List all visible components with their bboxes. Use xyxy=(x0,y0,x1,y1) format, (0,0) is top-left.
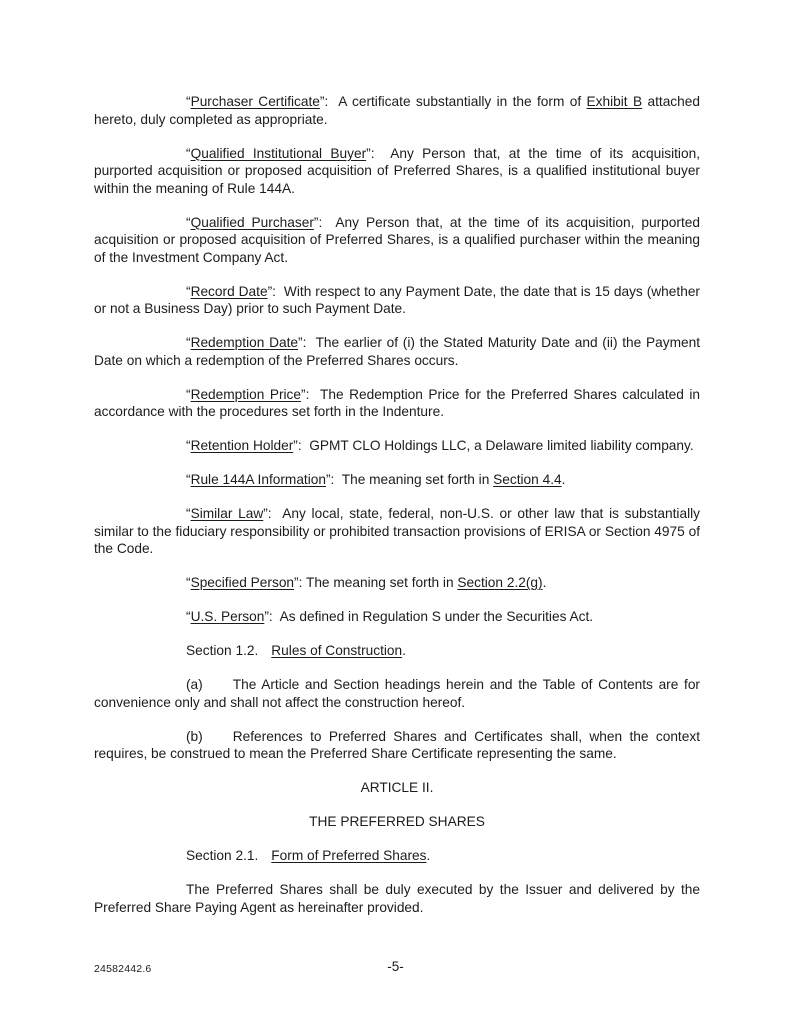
text-run: ”: Any local, state, federal, non-U.S. or other law that is substantially similar to the fiduciary responsibility or prohibited transaction provisions of ERISA or Section 4975 of the Code. xyxy=(94,506,700,556)
article-ii-heading xyxy=(94,779,700,797)
definition-similar-law xyxy=(94,505,700,558)
underlined-term: Qualified Purchaser xyxy=(190,214,314,230)
section-1-2-heading xyxy=(94,642,700,660)
text-run: ”: The Redemption Price for the Preferred Shares calculated in accordance with the procedures set forth in the Indenture. xyxy=(94,386,700,419)
underlined-term: Redemption Date xyxy=(190,335,299,350)
document-body xyxy=(94,93,700,933)
text-run: ”: A certificate substantially in the form of xyxy=(319,94,587,109)
definition-rule-144a-information xyxy=(94,471,700,489)
underlined-term: Section 4.4 xyxy=(493,472,562,487)
text-run: . xyxy=(561,472,566,487)
tab-space xyxy=(258,859,271,860)
text-run: The Article and Section headings herein and the Table of Contents are for convenience only and shall not affect the construction hereof. xyxy=(94,677,700,710)
text-run: ”: The earlier of (i) the Stated Maturity Date and (ii) the Payment Date on which a redemption of the Preferred Shares occurs. xyxy=(94,335,700,368)
definition-qualified-institutional-buyer xyxy=(94,145,700,198)
text-run: References to Preferred Shares and Certificates shall, when the context requires, be construed to mean the Preferred Share Certificate representing the same. xyxy=(94,728,700,761)
definition-us-person xyxy=(94,608,700,626)
underlined-term: Record Date xyxy=(190,283,268,299)
text-run: “ xyxy=(186,386,191,402)
underlined-term: Specified Person xyxy=(190,575,295,590)
text-run: “ xyxy=(186,214,191,230)
tab-space xyxy=(203,740,233,741)
underlined-term: Redemption Price xyxy=(190,386,302,402)
text-run: “ xyxy=(186,609,191,624)
text-run: (b) xyxy=(186,728,203,744)
text-run: “ xyxy=(186,335,191,350)
underlined-term: Retention Holder xyxy=(190,438,294,453)
text-run: “ xyxy=(186,145,191,161)
text-run: Section 2.1. xyxy=(186,848,259,863)
text-run: The Preferred Shares shall be duly executed by the Issuer and delivered by the Preferred Share Paying Agent as hereinafter provided. xyxy=(94,882,700,915)
text-run: ”: With respect to any Payment Date, the date that is 15 days (whether or not a Business Day) prior to such Payment Date. xyxy=(94,283,700,316)
underlined-term: Purchaser Certificate xyxy=(190,94,320,109)
text-run: “ xyxy=(186,94,191,109)
section-2-1-heading xyxy=(94,847,700,865)
definition-retention-holder xyxy=(94,437,700,455)
clause-a xyxy=(94,676,700,711)
clause-b xyxy=(94,728,700,763)
text-run: ”: Any Person that, at the time of its acquisition, purported acquisition or proposed acquisition of Preferred Shares, is a qualified purchaser within the meaning of the Investment Company Act. xyxy=(94,214,700,265)
definition-qualified-purchaser xyxy=(94,214,700,267)
definition-redemption-date xyxy=(94,334,700,369)
definition-purchaser-certificate xyxy=(94,93,700,128)
article-ii-title xyxy=(94,813,700,831)
text-run: ”: The meaning set forth in xyxy=(294,575,458,590)
underlined-term: U.S. Person xyxy=(190,609,265,624)
text-run: “ xyxy=(186,575,191,590)
text-run: ”: GPMT CLO Holdings LLC, a Delaware limited liability company. xyxy=(293,438,694,453)
page-number: -5- xyxy=(387,959,404,974)
text-run: attached hereto, duly completed as appropriate. xyxy=(94,94,700,127)
underlined-term: Rule 144A Information xyxy=(190,472,326,487)
text-run: . xyxy=(542,575,547,590)
definition-redemption-price xyxy=(94,386,700,421)
text-run: ”: The meaning set forth in xyxy=(326,472,494,487)
text-run: “ xyxy=(186,506,191,521)
underlined-term: Section 2.2(g) xyxy=(457,575,543,590)
text-run: Section 1.2. xyxy=(186,643,259,658)
tab-space xyxy=(203,688,233,689)
text-run: . xyxy=(426,848,431,863)
text-run: ARTICLE II. xyxy=(360,780,434,795)
document-control-number: 24582442.6 xyxy=(94,963,152,975)
underlined-term: Rules of Construction xyxy=(271,643,403,658)
definition-specified-person xyxy=(94,574,700,592)
text-run: “ xyxy=(186,472,191,487)
section-2-1-body xyxy=(94,881,700,916)
underlined-term: Form of Preferred Shares xyxy=(271,848,427,863)
text-run: THE PREFERRED SHARES xyxy=(309,814,485,829)
underlined-term: Exhibit B xyxy=(586,94,643,109)
text-run: (a) xyxy=(186,677,203,692)
definition-record-date xyxy=(94,283,700,318)
page-footer xyxy=(0,959,791,979)
underlined-term: Qualified Institutional Buyer xyxy=(190,145,367,161)
text-run: ”: Any Person that, at the time of its acquisition, purported acquisition or proposed acquisition of Preferred Shares, is a qualified institutional buyer within the meaning of Rule 144A. xyxy=(94,145,700,196)
underlined-term: Similar Law xyxy=(190,506,264,521)
text-run: . xyxy=(402,643,406,658)
tab-space xyxy=(258,654,271,655)
text-run: “ xyxy=(186,438,191,453)
text-run: “ xyxy=(186,283,191,299)
text-run: ”: As defined in Regulation S under the Securities Act. xyxy=(264,609,594,624)
